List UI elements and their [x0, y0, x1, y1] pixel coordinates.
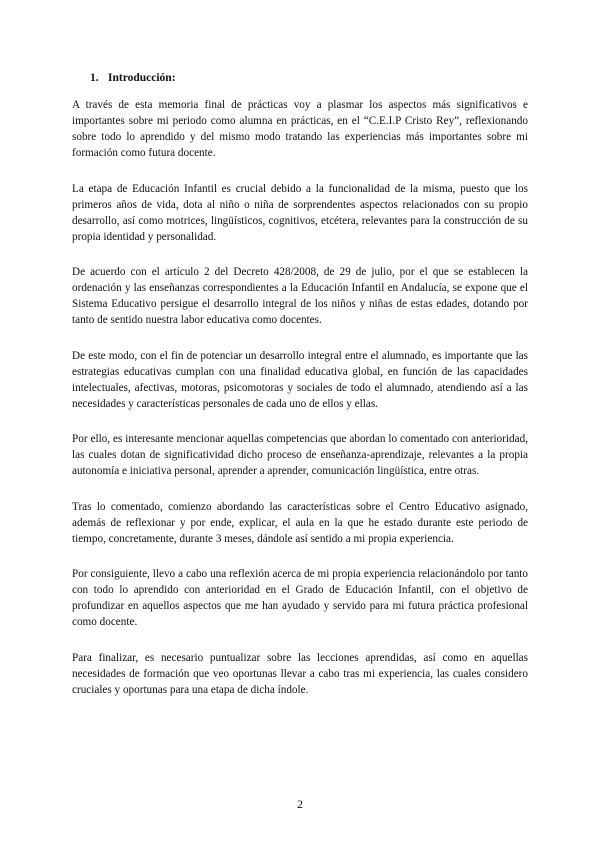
- paragraph-6: Tras lo comentado, comienzo abordando las características sobre el Centro Educativo asignado, además de reflexionar y por ende, explicar, el aula en la que he estado durante este periodo de tiempo, concretamente, durante 3 meses, dándole así sentido a mi propia experiencia.: [72, 500, 528, 545]
- paragraph-3: De acuerdo con el artículo 2 del Decreto 428/2008, de 29 de julio, por el que se establecen la ordenación y las enseñanzas correspondientes a la Educación Infantil en Andalucía, se expone que el Sistema Educativo persigue el desarrollo integral de los niños y niñas de estas edades, dotando por tanto de sentido nuestra labor educativa como docentes.: [72, 266, 528, 326]
- paragraph-7: Por consiguiente, llevo a cabo una reflexión acerca de mi propia experiencia relacionándolo por tanto con todo lo aprendido con anterioridad en el Grado de Educación Infantil, con el objetivo de profundizar en aquellos aspectos que me han ayudado y servido para mi futura práctica profesional como docente.: [72, 568, 528, 628]
- paragraph-1: A través de esta memoria final de prácticas voy a plasmar los aspectos más significativos e importantes sobre mi periodo como alumna en prácticas, en el “C.E.I.P Cristo Rey”, reflexionando sobre todo lo aprendido y del mismo modo tratando las experiencias más importantes sobre mi formación como futura docente.: [72, 99, 528, 159]
- document-body: [72, 97, 528, 717]
- paragraph-4: De este modo, con el fin de potenciar un desarrollo integral entre el alumnado, es importante que las estrategias educativas cumplan con una finalidad educativa global, en función de las capacidades intelectuales, afectivas, motoras, psicomotoras y sociales de todo el alumnado, atendiendo así a las necesidades y características personales de cada uno de ellos y ellas.: [72, 349, 528, 410]
- section-heading: [90, 70, 176, 86]
- section-title: Introducción:: [108, 72, 176, 84]
- section-number: 1.: [90, 72, 99, 84]
- paragraph-8: Para finalizar, es necesario puntualizar sobre las lecciones aprendidas, así como en aquellas necesidades de formación que veo oportunas llevar a cabo tras mi experiencia, las cuales considero cruciales y oportunas para una etapa de dicha índole.: [72, 651, 528, 696]
- paragraph-2: La etapa de Educación Infantil es crucial debido a la funcionalidad de la misma, puesto que los primeros años de vida, dota al niño o niña de sorprendentes aspectos relacionados con su propio desarrollo, así como motrices, lingüísticos, cognitivos, etcétera, relevantes para la construcción de su propia identidad y personalidad.: [72, 182, 528, 243]
- page-number: 2: [297, 797, 303, 811]
- paragraph-5: Por ello, es interesante mencionar aquellas competencias que abordan lo comentado con anterioridad, las cuales dotan de significatividad dicho proceso de enseñanza-aprendizaje, relevantes a la propia autonomía e iniciativa personal, aprender a aprender, comunicación lingüística, entre otras.: [72, 433, 528, 477]
